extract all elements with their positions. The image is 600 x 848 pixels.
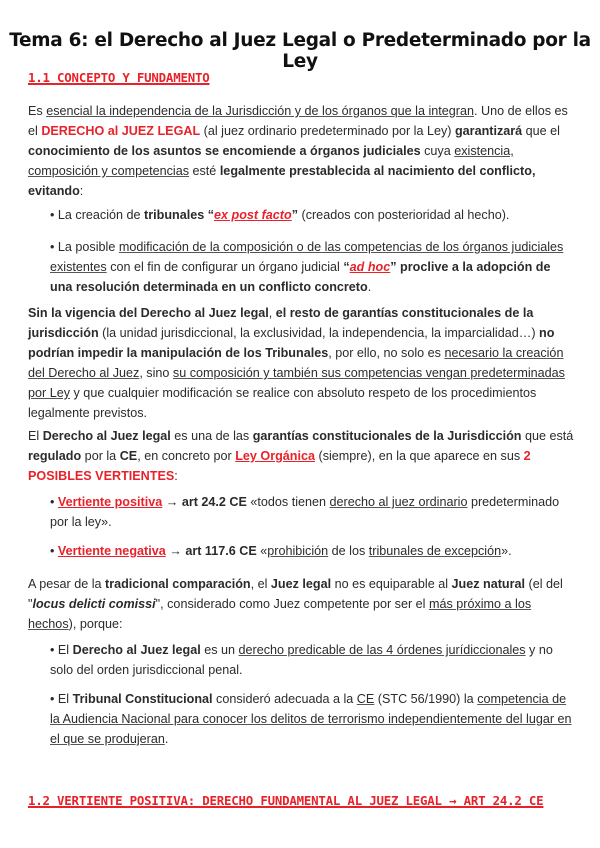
section-heading-concepto: 1.1 CONCEPTO Y FUNDAMENTO <box>28 70 210 85</box>
section-heading-vertiente-positiva: 1.2 VERTIENTE POSITIVA: DERECHO FUNDAMENTAL AL JUEZ LEGAL → ART 24.2 CE <box>28 793 544 808</box>
paragraph-regulacion: El Derecho al Juez legal es una de las garantías constitucionales de la Jurisdicción que está regulado por la CE, en concreto por Ley Orgánica (siempre), en la que aparece en sus 2 POSIBLES VERTIENTES: <box>28 429 574 483</box>
paragraph-juez-natural: A pesar de la tradicional comparación, el Juez legal no es equiparable al Juez natural (el del "locus delicti comissi", considerado como Juez competente por ser el más próximo a los hechos), porque: <box>28 577 563 631</box>
list-item-ordenes: • El Derecho al Juez legal es un derecho predicable de las 4 órdenes jurídiccionales y no solo del orden jurisdiccional penal. <box>50 643 553 677</box>
list-item-vertiente-negativa: • Vertiente negativa → art 117.6 CE «prohibición de los tribunales de excepción». <box>50 544 512 558</box>
list-item-ad-hoc: • La posible modificación de la composición o de las competencias de los órganos judiciales existentes con el fin de configurar un órgano judicial “ad hoc” proclive a la adopción de una resolución determinada en un conflicto concreto. <box>50 240 564 294</box>
list-item-ex-post-facto: • La creación de tribunales “ex post facto” (creados con posterioridad al hecho). <box>50 208 510 222</box>
paragraph-vigencia: Sin la vigencia del Derecho al Juez legal, el resto de garantías constitucionales de la jurisdicción (la unidad jurisdiccional, la exclusividad, la independencia, la imparcialidad…) no podrían impedir la manipulación de los Tribunales, por ello, no solo es necesario la creación del Derecho al Juez, sino su composición y también sus competencias vengan predeterminadas por Ley y que cualquier modificación se realice con absoluto respeto de los procedimientos legalmente previstos. <box>28 306 565 420</box>
paragraph-intro: Es esencial la independencia de la Jurisdicción y de los órganos que la integran. Uno de ellos es el DERECHO al JUEZ LEGAL (al juez ordinario predeterminado por la Ley) garantizará que el conocimiento de los asuntos se encomiende a órganos judiciales cuya existencia, composición y competencias esté legalmente prestablecida al nacimiento del conflicto, evitando: <box>28 104 568 198</box>
list-item-vertiente-positiva: • Vertiente positiva → art 24.2 CE «todos tienen derecho al juez ordinario predeterminado por la ley». <box>50 495 560 529</box>
list-item-tribunal-constitucional: • El Tribunal Constitucional consideró adecuada a la CE (STC 56/1990) la competencia de la Audiencia Nacional para conocer los delitos de terrorismo independientemente del lugar en el que se produjeran. <box>50 692 572 746</box>
page-title: Tema 6: el Derecho al Juez Legal o Predeterminado por la Ley <box>9 30 591 72</box>
